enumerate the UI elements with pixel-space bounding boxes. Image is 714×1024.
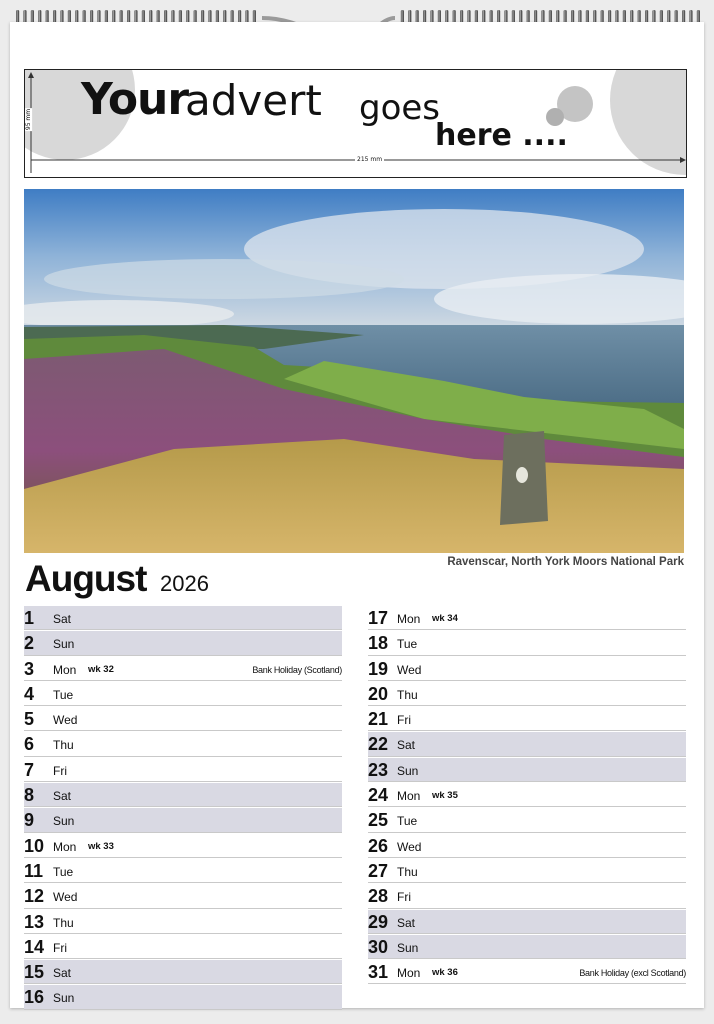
photo-caption: Ravenscar, North York Moors National Park [447, 556, 684, 568]
day-name: Fri [53, 763, 67, 778]
day-number: 25 [368, 810, 389, 831]
day-number: 15 [24, 962, 45, 983]
day-number: 3 [24, 658, 35, 679]
day-number: 17 [368, 608, 389, 628]
day-name: Sun [53, 814, 75, 829]
day-row [368, 682, 686, 706]
advert-placeholder [24, 69, 687, 178]
day-name: Mon [397, 612, 421, 626]
advert-word-advert: advert [185, 76, 322, 125]
day-name: Mon [53, 839, 77, 854]
day-row [24, 758, 342, 782]
day-row [24, 631, 342, 655]
day-name: Fri [397, 890, 411, 905]
day-row [24, 935, 342, 959]
day-number: 14 [24, 936, 45, 957]
day-row [24, 808, 342, 832]
day-row [24, 910, 342, 934]
width-label: 215 mm [357, 156, 383, 163]
holiday-note: Bank Holiday (Scotland) [252, 664, 342, 675]
days-column-left [24, 606, 342, 1011]
day-name: Wed [397, 662, 422, 677]
week-number: wk 35 [432, 790, 458, 802]
day-name: Tue [53, 687, 74, 702]
day-name: Sat [397, 915, 416, 930]
day-number: 19 [368, 658, 389, 679]
day-row [368, 606, 686, 630]
day-row [368, 859, 686, 883]
days-column-right [368, 606, 686, 985]
advert-word-goes: goes [359, 88, 441, 128]
day-row [24, 960, 342, 984]
day-number: 28 [368, 886, 389, 907]
decor-circle-right [610, 70, 686, 175]
day-name: Wed [53, 890, 78, 905]
week-number: wk 34 [432, 613, 458, 624]
day-row [368, 935, 686, 959]
day-number: 18 [368, 633, 389, 654]
height-label: 95 mm [25, 108, 33, 131]
day-number: 13 [24, 911, 45, 932]
day-number: 2 [24, 633, 35, 654]
day-number: 26 [368, 835, 389, 856]
photo-illustration [24, 189, 684, 553]
day-name: Tue [53, 864, 74, 879]
day-row [368, 910, 686, 934]
day-name: Fri [53, 940, 67, 955]
day-number: 1 [24, 608, 35, 628]
day-name: Sun [53, 637, 75, 652]
day-number: 31 [368, 962, 389, 983]
day-name: Mon [397, 966, 421, 981]
day-row [368, 758, 686, 782]
day-number: 12 [24, 886, 45, 907]
day-name: Sat [53, 612, 72, 626]
day-number: 29 [368, 911, 389, 932]
day-name: Wed [53, 713, 78, 728]
day-row [368, 707, 686, 731]
advert-word-your: Your [81, 74, 189, 125]
day-number: 7 [24, 759, 35, 780]
day-row [368, 732, 686, 756]
day-name: Thu [397, 864, 418, 879]
landscape-photo [24, 189, 684, 553]
day-number: 16 [24, 987, 45, 1008]
day-name: Sun [53, 991, 75, 1006]
day-number: 24 [368, 785, 389, 806]
day-row [368, 631, 686, 655]
day-name: Sat [53, 966, 72, 981]
week-number: wk 32 [88, 663, 114, 675]
day-number: 27 [368, 860, 389, 881]
day-number: 4 [24, 683, 35, 704]
day-number: 21 [368, 709, 389, 730]
day-name: Tue [397, 637, 418, 652]
day-row [24, 884, 342, 908]
day-row [24, 834, 342, 858]
day-number: 10 [24, 835, 45, 856]
day-number: 8 [24, 785, 35, 806]
day-number: 9 [24, 810, 35, 831]
day-name: Thu [53, 738, 74, 753]
day-number: 30 [368, 936, 389, 957]
day-name: Fri [397, 713, 411, 728]
day-number: 23 [368, 759, 389, 780]
day-name: Mon [53, 662, 77, 677]
day-name: Sun [397, 940, 419, 955]
day-name: Thu [397, 687, 418, 702]
week-number: wk 33 [88, 840, 114, 852]
day-number: 22 [368, 734, 389, 755]
day-row [24, 985, 342, 1009]
day-row [24, 783, 342, 807]
day-name: Thu [53, 915, 74, 930]
day-name: Sun [397, 763, 419, 778]
day-row [24, 606, 342, 630]
month-title: August [25, 558, 147, 599]
day-row [368, 657, 686, 681]
day-name: Sat [53, 789, 72, 804]
day-number: 5 [24, 709, 35, 730]
day-row [368, 834, 686, 858]
day-number: 11 [24, 860, 44, 881]
day-name: Tue [397, 814, 418, 829]
day-number: 6 [24, 734, 35, 755]
day-name: Mon [397, 789, 421, 804]
week-number: wk 36 [432, 967, 458, 979]
day-row [368, 808, 686, 832]
day-row [368, 783, 686, 807]
day-row [24, 682, 342, 706]
day-row [24, 859, 342, 883]
day-row [24, 732, 342, 756]
holiday-note: Bank Holiday (excl Scotland) [579, 968, 686, 979]
day-row [368, 884, 686, 908]
advert-word-here: here .... [435, 118, 568, 153]
day-number: 20 [368, 683, 389, 704]
day-name: Wed [397, 839, 422, 854]
day-row [24, 707, 342, 731]
day-row [24, 657, 342, 681]
year-title: 2026 [160, 571, 209, 596]
day-row [368, 960, 686, 984]
day-name: Sat [397, 738, 416, 753]
